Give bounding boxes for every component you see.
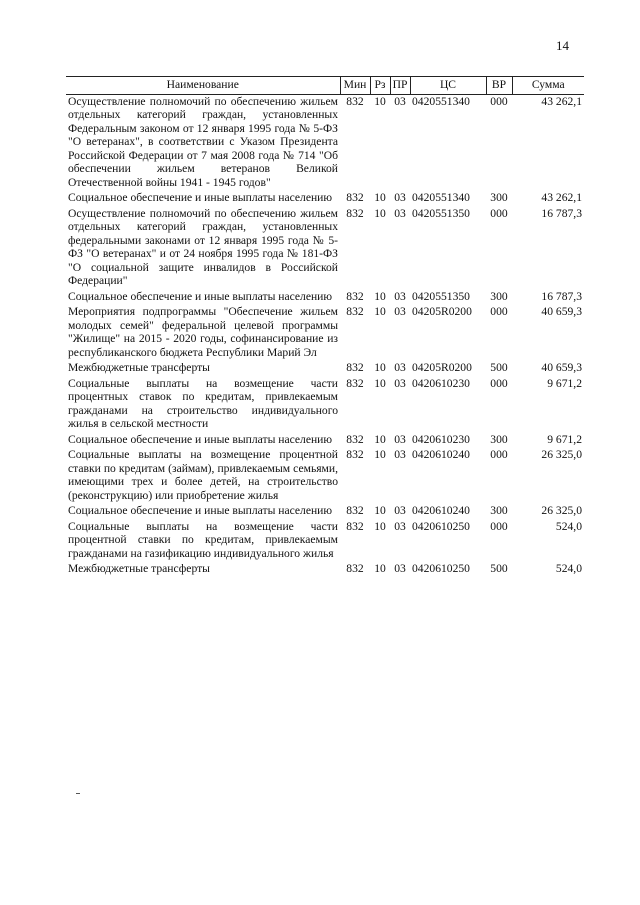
row-sum: 40 659,3	[541, 361, 582, 374]
row-min: 832	[346, 289, 364, 303]
row-sum: 9 671,2	[547, 376, 582, 390]
table-row	[66, 448, 584, 504]
row-pr: 03	[394, 448, 406, 461]
row-cs: 0420551340	[412, 191, 470, 204]
row-cs: 0420610250	[412, 519, 470, 533]
row-sum: 524,0	[555, 519, 582, 533]
row-cs: 04205R0200	[412, 305, 472, 318]
row-sum: 9 671,2	[547, 432, 582, 446]
row-cs: 0420551350	[412, 289, 470, 303]
table-row	[66, 562, 584, 578]
row-name: Осуществление полномочий по обеспечению жильем отдельных категорий граждан, установленных федеральными законами от 12 января 1995 года № 5-ФЗ "О ветеранах" и от 24 ноября 1995 года № 181-ФЗ "О социальной защите инвалидов в Российской Федерации"	[68, 206, 338, 287]
row-pr: 03	[394, 305, 406, 318]
row-rz: 10	[374, 504, 386, 517]
table-row	[66, 377, 584, 433]
row-rz: 10	[374, 432, 386, 446]
row-pr: 03	[394, 206, 406, 220]
row-name: Социальные выплаты на возмещение процентной ставки по кредитам (займам), привлекаемым семьями, имеющими трех и более детей, на строительство (реконструкцию) или приобретение жилья	[68, 448, 338, 502]
row-vr: 300	[490, 191, 508, 204]
row-name: Социальные выплаты на возмещение части процентных ставок по кредитам, привлекаемым гражданами на строительство индивидуального жилья в сельской местности	[68, 376, 338, 430]
row-pr: 03	[394, 191, 406, 204]
row-name: Социальное обеспечение и иные выплаты населению	[68, 191, 333, 204]
row-rz: 10	[374, 519, 386, 533]
row-vr: 000	[490, 376, 508, 390]
table-row	[66, 191, 584, 207]
row-cs: 0420551350	[412, 206, 470, 220]
row-cs: 0420610240	[412, 504, 470, 517]
row-vr: 300	[490, 289, 508, 303]
row-rz: 10	[374, 376, 386, 390]
row-rz: 10	[374, 206, 386, 220]
row-min: 832	[346, 94, 364, 108]
row-name: Социальное обеспечение и иные выплаты населению	[68, 289, 333, 303]
row-min: 832	[346, 305, 364, 318]
row-vr: 000	[490, 448, 508, 461]
row-name: Мероприятия подпрограммы "Обеспечение жильем молодых семей" федеральной целевой программы "Жилище" на 2015 - 2020 годы, софинансирование из республиканского бюджета Республики Марий Эл	[68, 305, 338, 359]
row-cs: 04205R0200	[412, 361, 472, 374]
table-header-row	[66, 77, 584, 95]
row-cs: 0420610250	[412, 562, 470, 575]
row-pr: 03	[394, 432, 406, 446]
row-vr: 300	[490, 504, 508, 517]
row-min: 832	[346, 504, 364, 517]
row-vr: 500	[490, 562, 508, 575]
row-pr: 03	[394, 289, 406, 303]
row-cs: 0420551340	[412, 94, 470, 108]
row-pr: 03	[394, 504, 406, 517]
row-name: Социальное обеспечение и иные выплаты населению	[68, 504, 333, 517]
row-min: 832	[346, 448, 364, 461]
row-pr: 03	[394, 376, 406, 390]
row-min: 832	[346, 206, 364, 220]
row-sum: 16 787,3	[541, 206, 582, 220]
row-vr: 000	[490, 519, 508, 533]
row-min: 832	[346, 361, 364, 374]
row-min: 832	[346, 191, 364, 204]
header-name: Наименование	[66, 77, 340, 95]
table-body	[66, 94, 584, 578]
row-sum: 16 787,3	[541, 289, 582, 303]
row-rz: 10	[374, 191, 386, 204]
row-cs: 0420610240	[412, 448, 470, 461]
row-name: Социальные выплаты на возмещение части процентной ставки по кредитам, привлекаемым гражданами на газификацию индивидуального жилья	[68, 519, 338, 560]
table-row	[66, 290, 584, 306]
row-pr: 03	[394, 519, 406, 533]
header-rz: Рз	[370, 77, 390, 95]
row-sum: 40 659,3	[541, 305, 582, 318]
row-rz: 10	[374, 562, 386, 575]
row-pr: 03	[394, 361, 406, 374]
row-min: 832	[346, 562, 364, 575]
row-rz: 10	[374, 305, 386, 318]
row-min: 832	[346, 432, 364, 446]
row-rz: 10	[374, 361, 386, 374]
row-min: 832	[346, 519, 364, 533]
stray-mark	[76, 793, 80, 794]
table-row	[66, 433, 584, 449]
row-vr: 000	[490, 94, 508, 108]
header-pr: ПР	[390, 77, 410, 95]
table-row	[66, 361, 584, 377]
row-sum: 26 325,0	[541, 448, 582, 461]
row-vr: 500	[490, 361, 508, 374]
table-row	[66, 305, 584, 361]
row-sum: 43 262,1	[541, 94, 582, 108]
row-name: Осуществление полномочий по обеспечению жильем отдельных категорий граждан, установленных Федеральным законом от 12 января 1995 года № 5-ФЗ "О ветеранах", в соответствии с Указом Президента Российской Федерации от 7 мая 2008 года № 714 "Об обеспечении жильем ветеранов Великой Отечественной войны 1941 - 1945 годов"	[68, 94, 338, 189]
row-min: 832	[346, 376, 364, 390]
budget-table	[66, 76, 584, 578]
header-min: Мин	[340, 77, 370, 95]
table-row	[66, 520, 584, 563]
header-vr: ВР	[486, 77, 512, 95]
row-name: Межбюджетные трансферты	[68, 562, 210, 575]
row-vr: 000	[490, 206, 508, 220]
row-name: Межбюджетные трансферты	[68, 361, 210, 374]
row-name: Социальное обеспечение и иные выплаты населению	[68, 432, 333, 446]
header-sum: Сумма	[512, 77, 584, 95]
row-vr: 300	[490, 432, 508, 446]
row-sum: 524,0	[555, 562, 582, 575]
table-row	[66, 504, 584, 520]
header-cs: ЦС	[410, 77, 486, 95]
page-number: 14	[556, 38, 569, 53]
table-row	[66, 207, 584, 290]
row-rz: 10	[374, 289, 386, 303]
row-rz: 10	[374, 448, 386, 461]
row-cs: 0420610230	[412, 376, 470, 390]
table-row	[66, 94, 584, 191]
row-vr: 000	[490, 305, 508, 318]
row-sum: 26 325,0	[541, 504, 582, 517]
row-pr: 03	[394, 94, 406, 108]
row-rz: 10	[374, 94, 386, 108]
row-cs: 0420610230	[412, 432, 470, 446]
row-sum: 43 262,1	[541, 191, 582, 204]
row-pr: 03	[394, 562, 406, 575]
